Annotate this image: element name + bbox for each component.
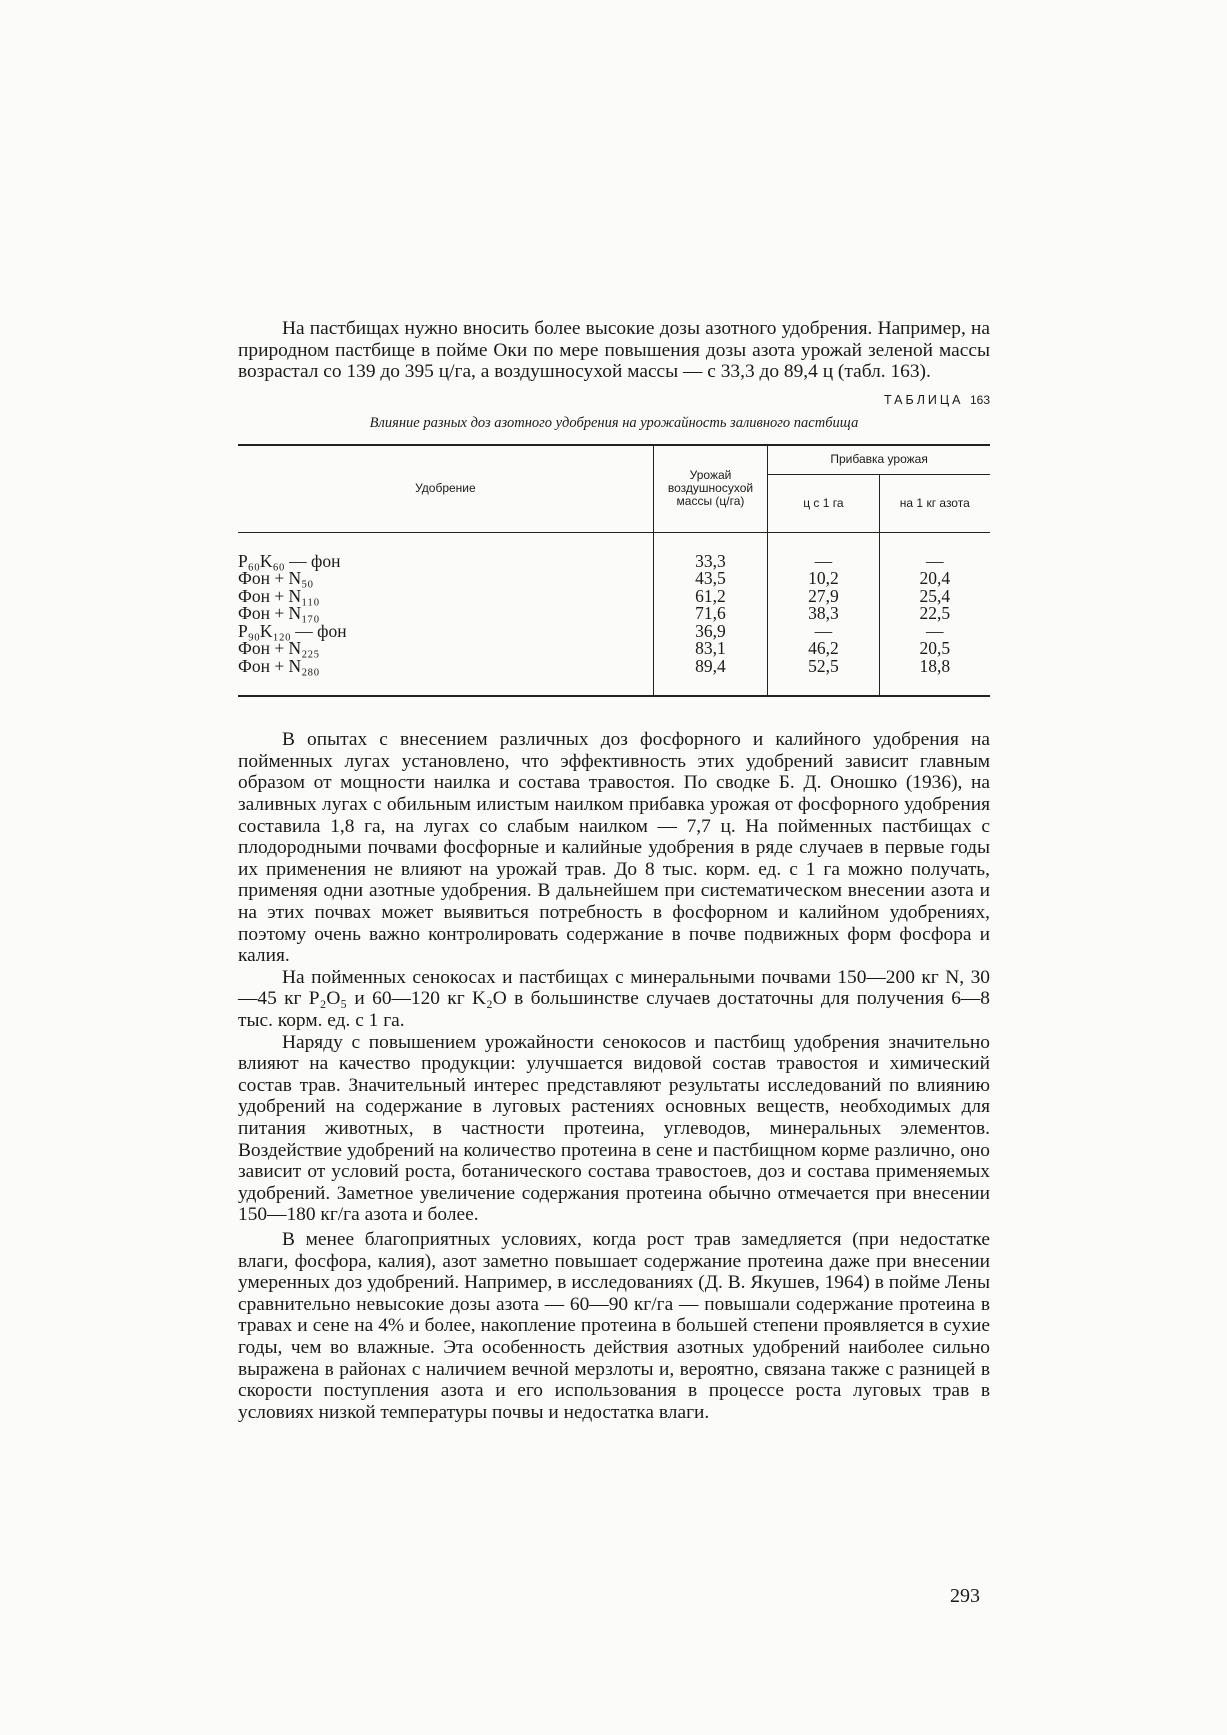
table-row <box>238 605 990 623</box>
header-yield: Урожай воздушносухой массы (ц/га) <box>653 445 767 533</box>
paragraph-mineral-soils: На пойменных сенокосах и пастбищах с минеральными почвами 150—200 кг N, 30—45 кг P₂O₅ и 60—120 кг K₂O в большинстве случаев достаточны для получения 6—8 тыс. корм. ед. с 1 га. <box>238 966 990 1031</box>
page-number: 293 <box>950 1585 980 1607</box>
table-row <box>238 623 990 641</box>
table-label <box>238 393 990 407</box>
cell-yield: 83,1 <box>653 640 767 658</box>
table-row <box>238 588 990 606</box>
cell-per-ha: — <box>768 532 879 570</box>
cell-yield: 71,6 <box>653 605 767 623</box>
cell-per-kg: 22,5 <box>919 603 951 624</box>
header-fertilizer: Удобрение <box>238 445 653 533</box>
header-increase-group: Прибавка урожая <box>768 445 990 475</box>
page-content <box>238 318 990 1423</box>
header-per-ha: ц с 1 га <box>768 474 879 532</box>
cell-per-ha: — <box>768 623 879 641</box>
cell-fertilizer: Фон + N₂₂₅ <box>238 640 653 658</box>
cell-per-ha: 46,2 <box>768 640 879 658</box>
table-row <box>238 532 990 570</box>
table-label-word: ТАБЛИЦА <box>883 392 964 407</box>
cell-per-kg: 20,5 <box>919 638 951 659</box>
fertilizer-yield-table <box>238 444 990 698</box>
paragraph-phosphorus-potassium: В опытах с внесением различных доз фосфорного и калийного удобрения на пойменных лугах установлено, что эффективность этих удобрений зависит главным образом от мощности наилка и состава травостоя. По сводке Б. Д. Оношко (1936), на заливных лугах с обильным илистым наилком прибавка урожая от фосфорного удобрения составила 1,8 га, на лугах со слабым наилком — 7,7 ц. На пойменных пастбищах с плодородными почвами фосфорные и калийные удобрения в ряде случаев в первые годы их применения не влияют на урожай трав. До 8 тыс. корм. ед. с 1 га можно получать, применяя одни азотные удобрения. В дальнейшем при систематическом внесении азота и на этих почвах может выявиться потребность в фосфорном и калийном удобрениях, поэтому очень важно контролировать содержание в почве подвижных форм фосфора и калия. <box>238 729 990 967</box>
cell-fertilizer: Фон + N₁₇₀ <box>238 605 653 623</box>
cell-fertilizer: Фон + N₁₁₀ <box>238 588 653 606</box>
table-number: 163 <box>969 392 990 407</box>
table-row <box>238 658 990 697</box>
cell-per-ha: 52,5 <box>768 658 879 697</box>
table-caption: Влияние разных доз азотного удобрения на урожайность заливного пастбища <box>369 414 859 431</box>
cell-per-kg: 25,4 <box>919 585 951 606</box>
cell-fertilizer: P₉₀K₁₂₀ — фон <box>238 623 653 641</box>
cell-yield: 36,9 <box>653 623 767 641</box>
intro-paragraph: На пастбищах нужно вносить более высокие дозы азотного удобрения. Например, на природном пастбище в пойме Оки по мере повышения дозы азота урожай зеленой массы возрастал со 139 до 395 ц/га, а воздушносухой массы — с 33,3 до 89,4 ц (табл. 163). <box>238 318 990 383</box>
cell-yield: 33,3 <box>653 532 767 570</box>
cell-per-kg: 18,8 <box>919 655 951 676</box>
cell-fertilizer: Фон + N₅₀ <box>238 570 653 588</box>
cell-yield: 89,4 <box>653 658 767 697</box>
table-row <box>238 570 990 588</box>
cell-yield: 43,5 <box>653 570 767 588</box>
cell-per-kg: — <box>926 550 944 571</box>
cell-fertilizer: P₆₀K₆₀ — фон <box>238 532 653 570</box>
body-text <box>238 729 990 1423</box>
cell-per-ha: 38,3 <box>768 605 879 623</box>
cell-fertilizer: Фон + N₂₈₀ <box>238 658 653 697</box>
header-per-kg: на 1 кг азота <box>879 474 990 532</box>
cell-yield: 61,2 <box>653 588 767 606</box>
paragraph-quality: Наряду с повышением урожайности сенокосов и пастбищ удобрения значительно влияют на качество продукции: улучшается видовой состав травостоя и химический состав трав. Значительный интерес представляют результаты исследований по влиянию удобрений на содержание в луговых растениях основных веществ, необходимых для питания животных, в частности протеина, углеводов, минеральных элементов. Воздействие удобрений на количество протеина в сене и пастбищном корме различно, оно зависит от условий роста, ботанического состава травостоев, доз и состава применяемых удобрений. Заметное увеличение содержания протеина обычно отмечается при внесении 150—180 кг/га азота и более. <box>238 1031 990 1226</box>
cell-per-ha: 27,9 <box>768 588 879 606</box>
cell-per-kg: 20,4 <box>919 568 951 589</box>
paragraph-less-favorable: В менее благоприятных условиях, когда рост трав замедляется (при недостатке влаги, фосфора, калия), азот заметно повышает содержание протеина даже при внесении умеренных доз удобрений. Например, в исследованиях (Д. В. Якушев, 1964) в пойме Лены сравнительно невысокие дозы азота — 60—90 кг/га — повышали содержание протеина в травах и сене на 4% и более, накопление протеина в большей степени проявляется в сухие годы, чем во влажные. Эта особенность действия азотных удобрений наиболее сильно выражена в районах с наличием вечной мерзлоты и, вероятно, связана также с разницей в скорости поступления азота и его использования в процессе роста луговых трав в условиях низкой температуры почвы и недостатка влаги. <box>238 1228 990 1423</box>
cell-per-ha: 10,2 <box>768 570 879 588</box>
table-row <box>238 640 990 658</box>
cell-per-kg: — <box>926 620 944 641</box>
